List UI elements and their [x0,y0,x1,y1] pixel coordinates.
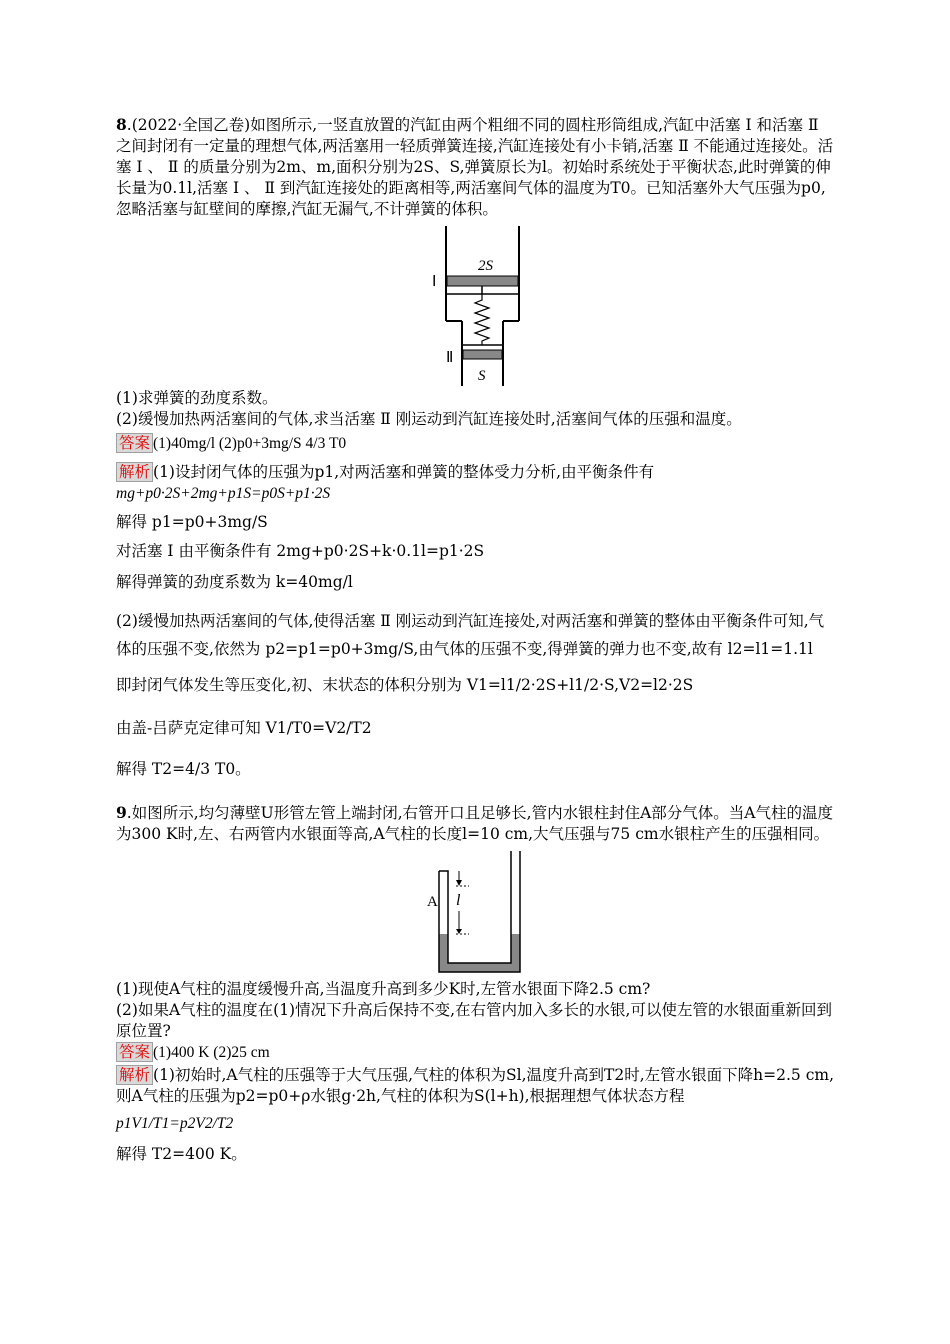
q8-a8: 由盖-吕萨克定律可知 V1/T0=V2/T2 [116,719,372,737]
q9-analysis-1 [116,1065,836,1107]
q8-analysis-1 [116,462,836,483]
q8-a9: 解得 T2=4/3 T0。 [116,760,251,778]
q8-intro-text: .(2022·全国乙卷)如图所示,一竖直放置的汽缸由两个粗细不同的圆柱形筒组成,汽缸中活塞 Ⅰ 和活塞 Ⅱ 之间封闭有一定量的理想气体,两活塞用一轻质弹簧连接,汽缸连接处有小卡销,活塞 Ⅱ 不能通过连接处。活塞 Ⅰ 、 Ⅱ 的质量分别为2m、m,面积分别为2S、S,弹簧原长为l。初始时系统处于平衡状态,此时弹簧的伸长量为0.1l,活塞 Ⅰ 、 Ⅱ 到汽缸连接处的距离相等,两活塞间气体的温度为T0。已知活塞外大气压强为p0,忽略活塞与缸壁间的摩擦,汽缸无漏气,不计弹簧的体积。 [116,116,834,218]
label-I: Ⅰ [432,274,437,290]
q9-answer [116,1042,836,1063]
q8-a5: 解得弹簧的劲度系数为 k=40mg/l [116,573,353,591]
q9-sub2: (2)如果A气柱的温度在(1)情况下升高后保持不变,在右管内加入多长的水银,可以使左管的水银面重新回到原位置? [116,1001,832,1040]
q8-answer [116,433,836,454]
q8-a7: 即封闭气体发生等压变化,初、末状态的体积分别为 V1=l1/2·2S+l1/2·S,V2=l2·2S [116,676,694,694]
q8-a2: mg+p0·2S+2mg+p1S=p0S+p1·2S [116,485,331,502]
analysis-tag: 解析 [116,1065,153,1085]
q8-a4: 对活塞 Ⅰ 由平衡条件有 2mg+p0·2S+k·0.1l=p1·2S [116,542,485,560]
answer-tag: 答案 [116,433,153,453]
q8-cylinder-figure [116,224,836,388]
label-II: Ⅱ [446,350,454,366]
spring [475,294,489,345]
piston-II [463,350,502,359]
label-S: S [478,368,486,384]
page-content [116,114,836,1165]
q8-intro [116,114,836,220]
q9-a2: p1V1/T1=p2V2/T2 [116,1115,234,1132]
q9-a3: 解得 T2=400 K。 [116,1145,247,1163]
q8-a1: (1)设封闭气体的压强为p1,对两活塞和弹簧的整体受力分析,由平衡条件有 [153,463,655,481]
q9-number: 9 [116,803,127,822]
q8-answer-text: (1)40mg/l (2)p0+3mg/S 4/3 T0 [153,435,347,452]
q8-sub1: (1)求弹簧的劲度系数。 [116,389,278,407]
q9-answer-text: (1)400 K (2)25 cm [153,1044,270,1061]
label-l: l [456,892,461,909]
q9-a1: (1)初始时,A气柱的压强等于大气压强,气柱的体积为Sl,温度升高到T2时,左管水银面下降h=2.5 cm,则A气柱的压强为p2=p0+ρ水银g·2h,气柱的体积为S(l+h),根据理想气体状态方程 [116,1066,835,1105]
piston-I [447,276,518,286]
answer-tag: 答案 [116,1042,153,1062]
q9-u-tube-figure [116,849,836,979]
q8-sub2: (2)缓慢加热两活塞间的气体,求当活塞 Ⅱ 刚运动到汽缸连接处时,活塞间气体的压强和温度。 [116,410,742,428]
q8-number: 8 [116,115,127,134]
q9-intro-text: .如图所示,均匀薄壁U形管左管上端封闭,右管开口且足够长,管内水银柱封住A部分气体。当A气柱的温度为300 K时,左、右两管内水银面等高,A气柱的长度l=10 cm,大气压强与75 cm水银柱产生的压强相同。 [116,804,833,843]
label-2S: 2S [478,258,493,274]
analysis-tag: 解析 [116,462,153,482]
mercury [439,934,520,972]
q8-a6: (2)缓慢加热两活塞间的气体,使得活塞 Ⅱ 刚运动到汽缸连接处,对两活塞和弹簧的整体由平衡条件可知,气体的压强不变,依然为 p2=p1=p0+3mg/S,由气体的压强不变,得弹簧的弹力也不变,故有 l2=l1=1.1l [116,612,825,658]
q9-sub1: (1)现使A气柱的温度缓慢升高,当温度升高到多少K时,左管水银面下降2.5 cm? [116,980,651,998]
q8-a3: 解得 p1=p0+3mg/S [116,513,268,531]
q9-intro [116,802,836,845]
label-A: A [427,894,438,910]
